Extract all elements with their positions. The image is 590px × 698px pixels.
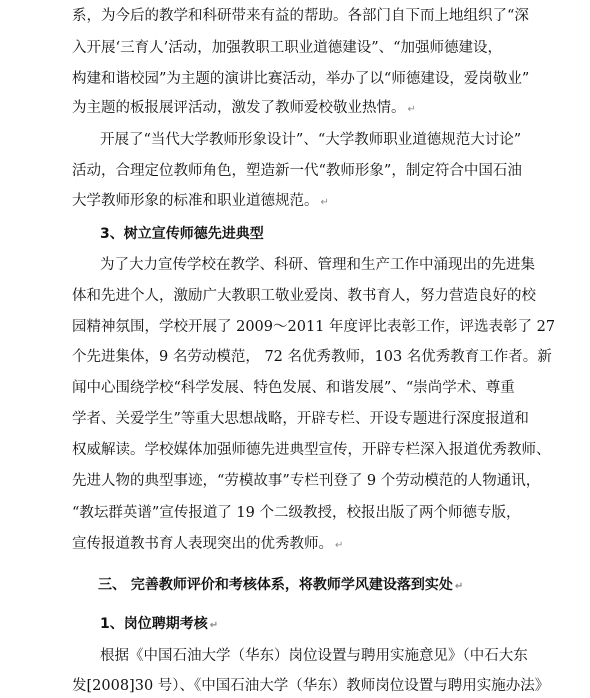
- line-text: 大学教师形象的标准和职业道德规范。: [72, 193, 319, 209]
- body-text-line: 开展了“当代大学教师形象设计”、“大学教师职业道德规范大讨论”: [100, 132, 522, 148]
- body-text-line: 活动，合理定位教师角色，塑造新一代“教师形象”，制定符合中国石油: [72, 163, 522, 179]
- line-text: 宣传报道教书育人表现突出的优秀教师。: [72, 536, 333, 552]
- heading-text: 1、岗位聘期考核: [100, 616, 208, 632]
- paragraph-mark-icon: ↵: [209, 620, 219, 631]
- body-text-line: [72, 534, 343, 554]
- body-text-line: 入开展‘三育人’活动，加强教职工职业道德建设”、“加强师德建设，: [72, 40, 503, 56]
- paragraph-mark-icon: ↵: [335, 540, 344, 551]
- body-text-line: 先进人物的典型事迹，“劳模故事”专栏刊登了 9 个劳动模范的人物通讯，: [72, 473, 541, 489]
- body-text-line: [72, 98, 416, 118]
- body-text-line: 系，为今后的教学和科研带来有益的帮助。各部门自下而上地组织了“深: [72, 8, 529, 24]
- body-text-line: 体和先进个人，激励广大教职工敬业爱岗、教书育人，努力营造良好的校: [72, 288, 536, 304]
- body-text-line: “教坛群英谱”宣传报道了 19 个二级教授，校报出版了两个师德专版，: [72, 505, 521, 521]
- paragraph-mark-icon: ↵: [407, 104, 416, 115]
- body-text-line: 根据《中国石油大学（华东）岗位设置与聘用实施意见》（中石大东: [100, 648, 528, 664]
- paragraph-mark-icon: ↵: [454, 581, 464, 592]
- body-text-line: 闻中心围绕学校“科学发展、特色发展、和谐发展”、“崇尚学术、尊重: [72, 380, 515, 396]
- body-text-line: 园精神氛围，学校开展了 2009～2011 年度评比表彰工作，评选表彰了 27: [72, 319, 556, 335]
- chapter-heading: [98, 575, 463, 595]
- paragraph-mark-icon: ↵: [320, 197, 329, 208]
- line-text: 为主题的板报展评活动，激发了教师爱校敬业热情。: [72, 100, 406, 116]
- body-text-line: 学者、关爱学生”等重大思想战略，开辟专栏、开设专题进行深度报道和: [72, 411, 529, 427]
- body-text-line: 发[2008]30 号）、《中国石油大学（华东）教师岗位设置与聘用实施办法》: [72, 678, 550, 694]
- body-text-line: [72, 191, 329, 211]
- section-heading: [100, 614, 218, 634]
- heading-text: 三、 完善教师评价和考核体系，将教师学风建设落到实处: [98, 577, 453, 593]
- body-text-line: 个先进集体，9 名劳动模范， 72 名优秀教师，103 名优秀教育工作者。新: [72, 349, 552, 365]
- section-heading: 3、树立宣传师德先进典型: [100, 226, 264, 242]
- body-text-line: [72, 69, 529, 89]
- line-text: 构建和谐校园”为主题的演讲比赛活动，举办了以“师德建设，爱岗敬业”: [72, 71, 530, 87]
- body-text-line: 权威解读。学校媒体加强师德先进典型宣传，开辟专栏深入报道优秀教师、: [72, 442, 551, 458]
- body-text-line: 为了大力宣传学校在教学、科研、管理和生产工作中涌现出的先进集: [100, 257, 535, 273]
